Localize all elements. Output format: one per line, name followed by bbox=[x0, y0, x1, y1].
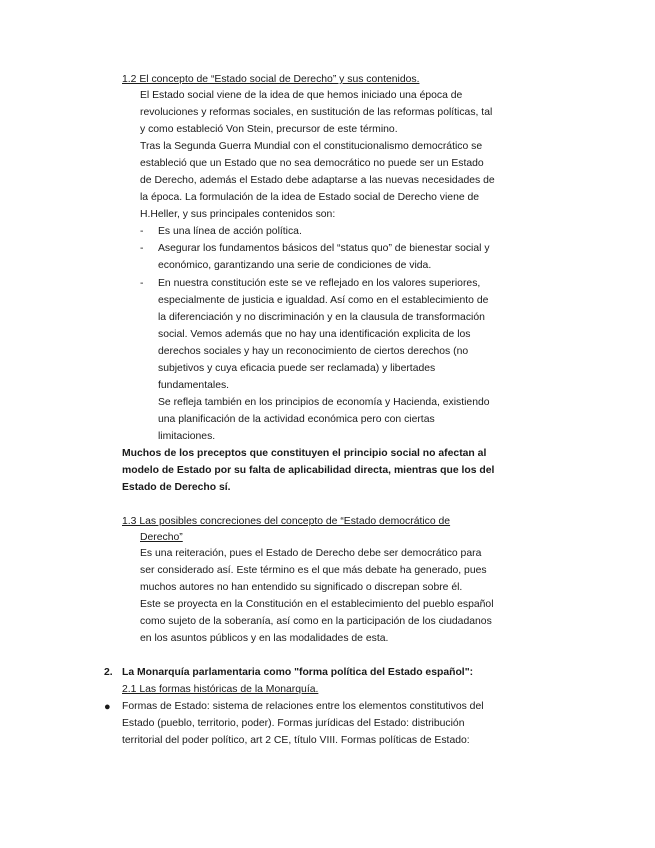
list-item-line: En nuestra constitución este se ve reflejado en los valores superiores, bbox=[158, 278, 481, 289]
list-dash: - bbox=[140, 278, 144, 289]
bullet-line: Formas de Estado: sistema de relaciones entre los elementos constitutivos del bbox=[122, 701, 484, 712]
list-item-line: económico, garantizando una serie de condiciones de vida. bbox=[158, 260, 432, 271]
paragraph-line: El Estado social viene de la idea de que hemos iniciado una época de bbox=[140, 90, 463, 101]
bullet-icon: ● bbox=[104, 701, 111, 713]
paragraph-line: H.Heller, y sus principales contenidos son: bbox=[140, 209, 336, 220]
list-item-line: limitaciones. bbox=[158, 431, 216, 442]
list-item-line: Es una línea de acción política. bbox=[158, 226, 302, 237]
section-2-number: 2. bbox=[104, 667, 113, 678]
paragraph-line: de Derecho, además el Estado debe adaptarse a las nuevas necesidades de bbox=[140, 175, 495, 186]
bold-paragraph-line: Muchos de los preceptos que constituyen el principio social no afectan al bbox=[122, 448, 487, 459]
paragraph-line: estableció que un Estado que no sea democrático no puede ser un Estado bbox=[140, 158, 484, 169]
list-dash: - bbox=[140, 243, 144, 254]
paragraph-line: muchos autores no han entendido su significado o discrepan sobre él. bbox=[140, 582, 463, 593]
section-1-2-heading: 1.2 El concepto de “Estado social de Derecho” y sus contenidos. bbox=[122, 74, 420, 85]
paragraph-line: Tras la Segunda Guerra Mundial con el constitucionalismo democrático se bbox=[140, 141, 483, 152]
paragraph-line: ser considerado así. Este término es el que más debate ha generado, pues bbox=[140, 565, 487, 576]
bullet-line: territorial del poder político, art 2 CE, título VIII. Formas políticas de Estado: bbox=[122, 735, 470, 746]
bold-paragraph-line: Estado de Derecho sí. bbox=[122, 482, 231, 493]
bullet-line: Estado (pueblo, territorio, poder). Formas jurídicas del Estado: distribución bbox=[122, 718, 465, 729]
paragraph-line: la época. La formulación de la idea de Estado social de Derecho viene de bbox=[140, 192, 480, 203]
paragraph-line: y como estableció Von Stein, precursor de este término. bbox=[140, 124, 398, 135]
section-1-3-heading: 1.3 Las posibles concreciones del concepto de “Estado democrático de bbox=[122, 516, 451, 527]
list-item-line: derechos sociales y hay un reconocimiento de ciertos derechos (no bbox=[158, 346, 469, 357]
section-2-1-heading: 2.1 Las formas históricas de la Monarquía. bbox=[122, 684, 319, 695]
paragraph-line: Es una reiteración, pues el Estado de Derecho debe ser democrático para bbox=[140, 548, 482, 559]
list-item-line: especialmente de justicia e igualdad. Así como en el establecimiento de bbox=[158, 295, 489, 306]
paragraph-line: como sujeto de la soberanía, así como en la participación de los ciudadanos bbox=[140, 616, 492, 627]
paragraph-line: revoluciones y reformas sociales, en sustitución de las reformas políticas, tal bbox=[140, 107, 493, 118]
list-item-line: social. Vemos además que no hay una identificación explicita de los bbox=[158, 329, 471, 340]
list-dash: - bbox=[140, 226, 144, 237]
section-1-3-heading: Derecho” bbox=[140, 532, 183, 543]
paragraph-line: Este se proyecta en la Constitución en el establecimiento del pueblo español bbox=[140, 599, 494, 610]
list-item-line: la diferenciación y no discriminación y en la clausula de transformación bbox=[158, 312, 485, 323]
section-2-title: La Monarquía parlamentaria como "forma política del Estado español": bbox=[122, 667, 474, 678]
list-item-line: fundamentales. bbox=[158, 380, 230, 391]
list-item-line: subjetivos y cuya eficacia puede ser reclamada) y libertades bbox=[158, 363, 436, 374]
bold-paragraph-line: modelo de Estado por su falta de aplicabilidad directa, mientras que los del bbox=[122, 465, 495, 476]
list-item-line: Asegurar los fundamentos básicos del “status quo” de bienestar social y bbox=[158, 243, 490, 254]
list-item-line: una planificación de la actividad económica pero con ciertas bbox=[158, 414, 435, 425]
paragraph-line: en los asuntos públicos y en las modalidades de esta. bbox=[140, 633, 389, 644]
list-item-line: Se refleja también en los principios de economía y Hacienda, existiendo bbox=[158, 397, 490, 408]
